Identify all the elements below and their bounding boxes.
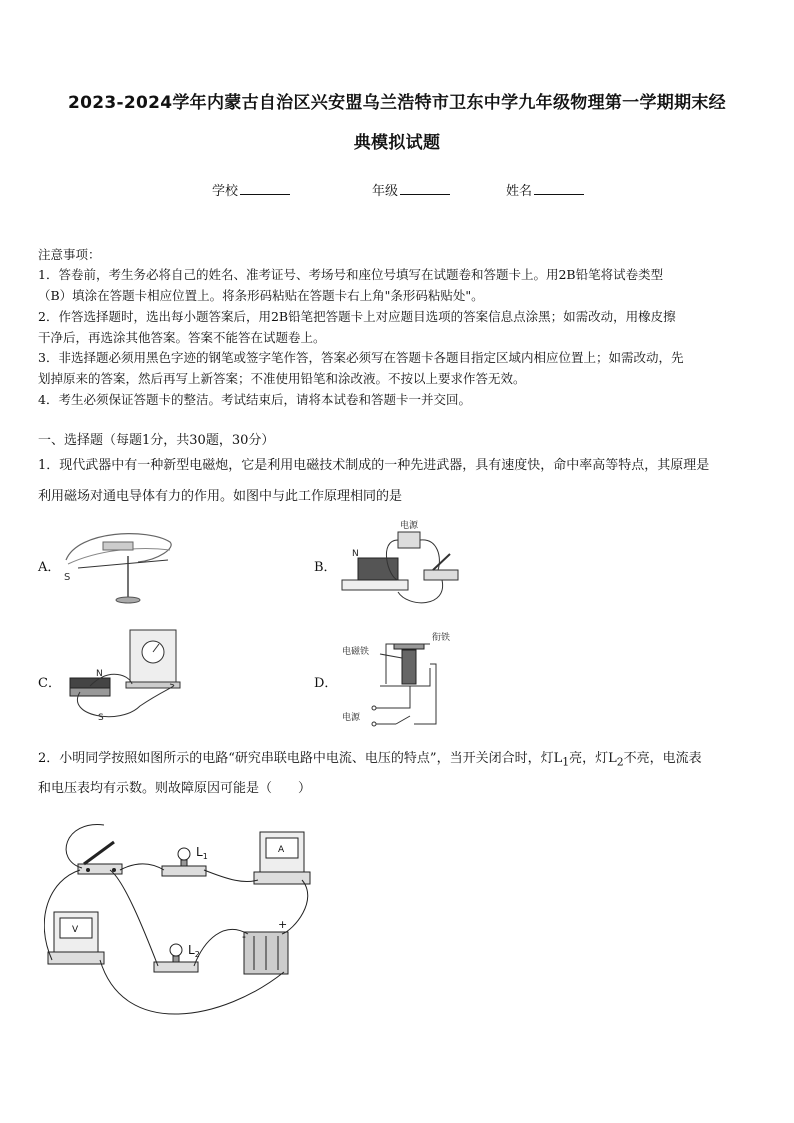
notice-heading: 注意事项：	[38, 247, 101, 262]
notice-line: 2．作答选择题时，选出每小题答案后，用2B铅笔把答题卡上对应题目选项的答案信息点涂黑；如需改动，用橡皮擦	[38, 309, 676, 324]
q2-circuit-figure	[44, 820, 344, 1040]
name-field: 姓名	[506, 180, 584, 199]
section-heading: 一、选择题（每题1分，共30题，30分）	[38, 433, 275, 448]
q1-option-a[interactable]: A．	[38, 560, 61, 575]
notice-line: 1．答卷前，考生务必将自己的姓名、准考证号、考场号和座位号填写在试题卷和答题卡上。用2B铅笔将试卷类型	[38, 267, 664, 282]
switch-icon	[78, 842, 122, 874]
q1-option-d[interactable]: D．	[314, 676, 338, 691]
q1-figure-b	[338, 518, 468, 610]
l1-label: $L_1$	[196, 845, 208, 861]
notice-line: 4．考生必须保证答题卡的整洁。考试结束后，请将本试卷和答题卡一并交回。	[38, 392, 471, 407]
q2-line-2: 和电压表均有示数。则故障原因可能是（ ）	[38, 781, 312, 796]
q1-option-b[interactable]: B．	[314, 560, 337, 575]
q1-figure-c	[60, 626, 188, 730]
battery-icon	[242, 918, 288, 974]
figure-c-s-label: S	[98, 713, 104, 723]
title-line-2: 典模拟试题	[353, 133, 441, 153]
q1-figure-d	[340, 624, 470, 730]
figure-b-n-label: N	[352, 549, 359, 559]
notice-line: 3．非选择题必须用黑色字迹的钢笔或签字笔作答，答案必须写在答题卡各题目指定区域内相应位置上；如需改动，先	[38, 350, 684, 365]
figure-d-power-label: 电源	[342, 713, 361, 723]
minus-label: -	[242, 930, 246, 943]
figure-d-electromagnet-label: 电磁铁	[342, 647, 370, 657]
notice-line: 干净后，再选涂其他答案。答案不能答在试题卷上。	[38, 330, 326, 345]
notice-line: 划掉原来的答案，然后再写上新答案；不准使用铅笔和涂改液。不按以上要求作答无效。	[38, 371, 526, 386]
voltmeter-label: V	[72, 925, 79, 935]
q1-figure-a	[58, 520, 183, 608]
figure-d-iron-label: 衔铁	[432, 633, 451, 643]
plus-label: +	[278, 918, 288, 931]
title-line-1: 2023-2024学年内蒙古自治区兴安盟乌兰浩特市卫东中学九年级物理第一学期期末经	[68, 93, 726, 113]
school-field: 学校	[212, 180, 290, 199]
l2-label: $L_2$	[188, 943, 200, 959]
ammeter-label: A	[278, 845, 285, 855]
q1-line-1: 1．现代武器中有一种新型电磁炮，它是利用电磁技术制成的一种先进武器，具有速度快，命中率高等特点，其原理是	[38, 458, 710, 473]
grade-field: 年级	[372, 180, 450, 199]
q1-option-c[interactable]: C．	[38, 676, 61, 691]
q2-line-1: 2．小明同学按照如图所示的电路“研究串联电路中电流、电压的特点”，当开关闭合时，灯$L_1$亮，灯$L_2$不亮，电流表	[38, 751, 702, 769]
q1-line-2: 利用磁场对通电导体有力的作用。如图中与此工作原理相同的是	[38, 489, 403, 504]
figure-b-power-label: 电源	[400, 521, 419, 531]
ammeter-icon	[254, 832, 310, 884]
figure-a-s-label: S	[64, 572, 71, 583]
notice-line: （B）填涂在答题卡相应位置上。将条形码粘贴在答题卡右上角"条形码粘贴处"。	[38, 288, 484, 303]
voltmeter-icon	[48, 912, 104, 964]
figure-c-n-label: N	[96, 669, 103, 679]
